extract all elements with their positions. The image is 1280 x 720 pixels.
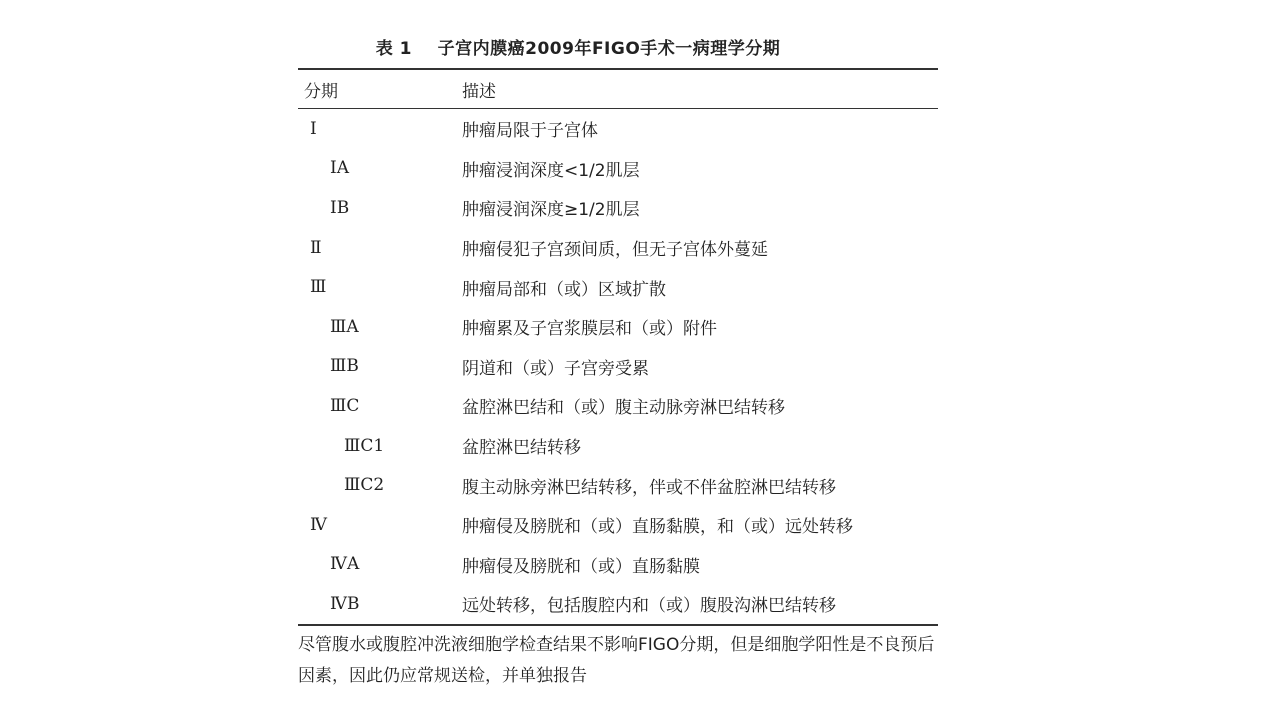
stage-cell: ⅣA bbox=[330, 554, 360, 575]
table-row bbox=[298, 307, 938, 347]
description-cell: 肿瘤侵及膀胱和（或）直肠黏膜，和（或）远处转移 bbox=[462, 517, 853, 538]
description-cell: 盆腔淋巴结和（或）腹主动脉旁淋巴结转移 bbox=[462, 398, 785, 419]
table-row bbox=[298, 267, 938, 307]
staging-table bbox=[298, 68, 938, 626]
table-row bbox=[298, 584, 938, 625]
table-footnote: 尽管腹水或腹腔冲洗液细胞学检查结果不影响FIGO分期，但是细胞学阳性是不良预后因素，因此仍应常规送检，并单独报告 bbox=[298, 634, 935, 686]
header-description: 描述 bbox=[462, 69, 938, 109]
description-cell: 阴道和（或）子宫旁受累 bbox=[462, 358, 649, 379]
description-cell: 肿瘤侵犯子宫颈间质，但无子宫体外蔓延 bbox=[462, 240, 768, 261]
description-cell: 肿瘤侵及膀胱和（或）直肠黏膜 bbox=[462, 556, 700, 577]
table-row bbox=[298, 188, 938, 228]
description-cell: 腹主动脉旁淋巴结转移，伴或不伴盆腔淋巴结转移 bbox=[462, 477, 836, 498]
table-body bbox=[298, 109, 938, 625]
description-cell: 肿瘤浸润深度≥1/2肌层 bbox=[462, 200, 640, 221]
description-cell: 肿瘤累及子宫浆膜层和（或）附件 bbox=[462, 319, 717, 340]
description-cell: 肿瘤浸润深度<1/2肌层 bbox=[462, 160, 640, 181]
stage-cell: ⅢA bbox=[330, 316, 359, 337]
stage-cell: Ⅲ bbox=[310, 277, 327, 298]
stage-cell: ⅢC2 bbox=[344, 475, 385, 496]
table-row bbox=[298, 465, 938, 505]
stage-cell: ⅢB bbox=[330, 356, 359, 377]
table-row bbox=[298, 505, 938, 545]
stage-cell: ⅠB bbox=[330, 197, 350, 218]
description-cell: 盆腔淋巴结转移 bbox=[462, 438, 581, 459]
table-row bbox=[298, 545, 938, 585]
table-row bbox=[298, 347, 938, 387]
stage-cell: ⅠA bbox=[330, 158, 349, 179]
description-cell: 肿瘤局限于子宫体 bbox=[462, 121, 598, 142]
table-row bbox=[298, 149, 938, 189]
stage-cell: ⅢC1 bbox=[344, 435, 385, 456]
description-cell: 远处转移，包括腹腔内和（或）腹股沟淋巴结转移 bbox=[462, 596, 836, 617]
table-row bbox=[298, 386, 938, 426]
stage-cell: Ⅳ bbox=[310, 514, 327, 535]
table-row bbox=[298, 109, 938, 149]
header-stage: 分期 bbox=[298, 69, 462, 109]
table-title: 表 1 子宫内膜癌2009年FIGO手术一病理学分期 bbox=[375, 39, 781, 59]
stage-cell: Ⅰ bbox=[310, 118, 317, 139]
document bbox=[298, 30, 938, 692]
table-row bbox=[298, 228, 938, 268]
stage-cell: ⅢC bbox=[330, 395, 360, 416]
stage-cell: ⅣB bbox=[330, 593, 360, 614]
table-row bbox=[298, 426, 938, 466]
stage-cell: Ⅱ bbox=[310, 237, 322, 258]
description-cell: 肿瘤局部和（或）区域扩散 bbox=[462, 279, 666, 300]
table-header-row bbox=[298, 69, 938, 109]
